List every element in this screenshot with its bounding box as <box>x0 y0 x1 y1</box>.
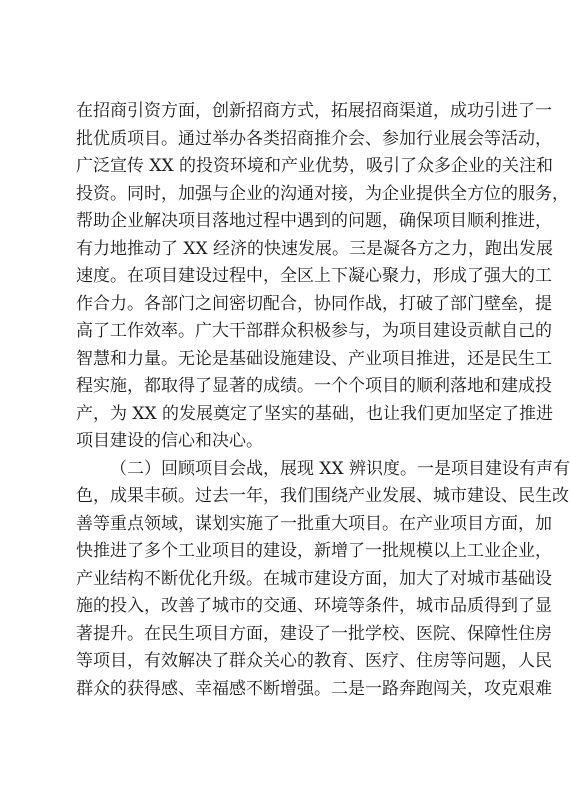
text-line: 程实施，都取得了显著的成绩。一个个项目的顺利落地和建成投 <box>76 376 552 396</box>
text-line: 群众的获得感、幸福感不断增强。二是一路奔跑闯关，攻克艰难 <box>76 678 552 699</box>
text-line: 色，成果丰硕。过去一年，我们围绕产业发展、城市建设、民生改 <box>76 486 569 506</box>
text-line: 速度。在项目建设过程中，全区上下凝心聚力，形成了强大的工 <box>76 266 552 286</box>
text-line: 批优质项目。通过举办各类招商推介会、参加行业展会等活动， <box>76 128 552 149</box>
text-line: 著提升。在民生项目方面，建设了一批学校、医院、保障性住房 <box>76 623 552 644</box>
text-line: 帮助企业解决项目落地过程中遇到的问题，确保项目顺利推进， <box>76 211 552 231</box>
text-line: 等项目，有效解决了群众关心的教育、医疗、住房等问题，人民 <box>76 651 552 671</box>
text-line: 投资。同时，加强与企业的沟通对接，为企业提供全方位的服务， <box>76 183 569 204</box>
text-line: 有力地推动了 XX 经济的快速发展。三是凝各方之力，跑出发展 <box>76 238 554 259</box>
text-line: 产业结构不断优化升级。在城市建设方面，加大了对城市基础设 <box>76 568 552 589</box>
text-line: 善等重点领域，谋划实施了一批重大项目。在产业项目方面，加 <box>76 513 552 534</box>
text-line: 广泛宣传 XX 的投资环境和产业优势，吸引了众多企业的关注和 <box>76 156 554 176</box>
body-text <box>76 98 570 703</box>
text-line: 作合力。各部门之间密切配合，协同作战，打破了部门壁垒，提 <box>76 293 552 314</box>
paragraph-end-line: 项目建设的信心和决心。 <box>76 431 263 451</box>
text-line: 智慧和力量。无论是基础设施建设、产业项目推进，还是民生工 <box>76 348 552 369</box>
text-line: 在招商引资方面，创新招商方式，拓展招商渠道，成功引进了一 <box>76 101 552 121</box>
section-heading-line: （二）回顾项目会战，展现 XX 辨识度。一是项目建设有声有 <box>110 458 570 479</box>
text-line: 快推进了多个工业项目的建设，新增了一批规模以上工业企业， <box>76 541 552 561</box>
text-line: 高了工作效率。广大干部群众积极参与，为项目建设贡献自己的 <box>76 321 552 341</box>
text-line: 产，为 XX 的发展奠定了坚实的基础，也让我们更加坚定了推进 <box>76 403 554 424</box>
text-line: 施的投入，改善了城市的交通、环境等条件，城市品质得到了显 <box>76 596 552 616</box>
